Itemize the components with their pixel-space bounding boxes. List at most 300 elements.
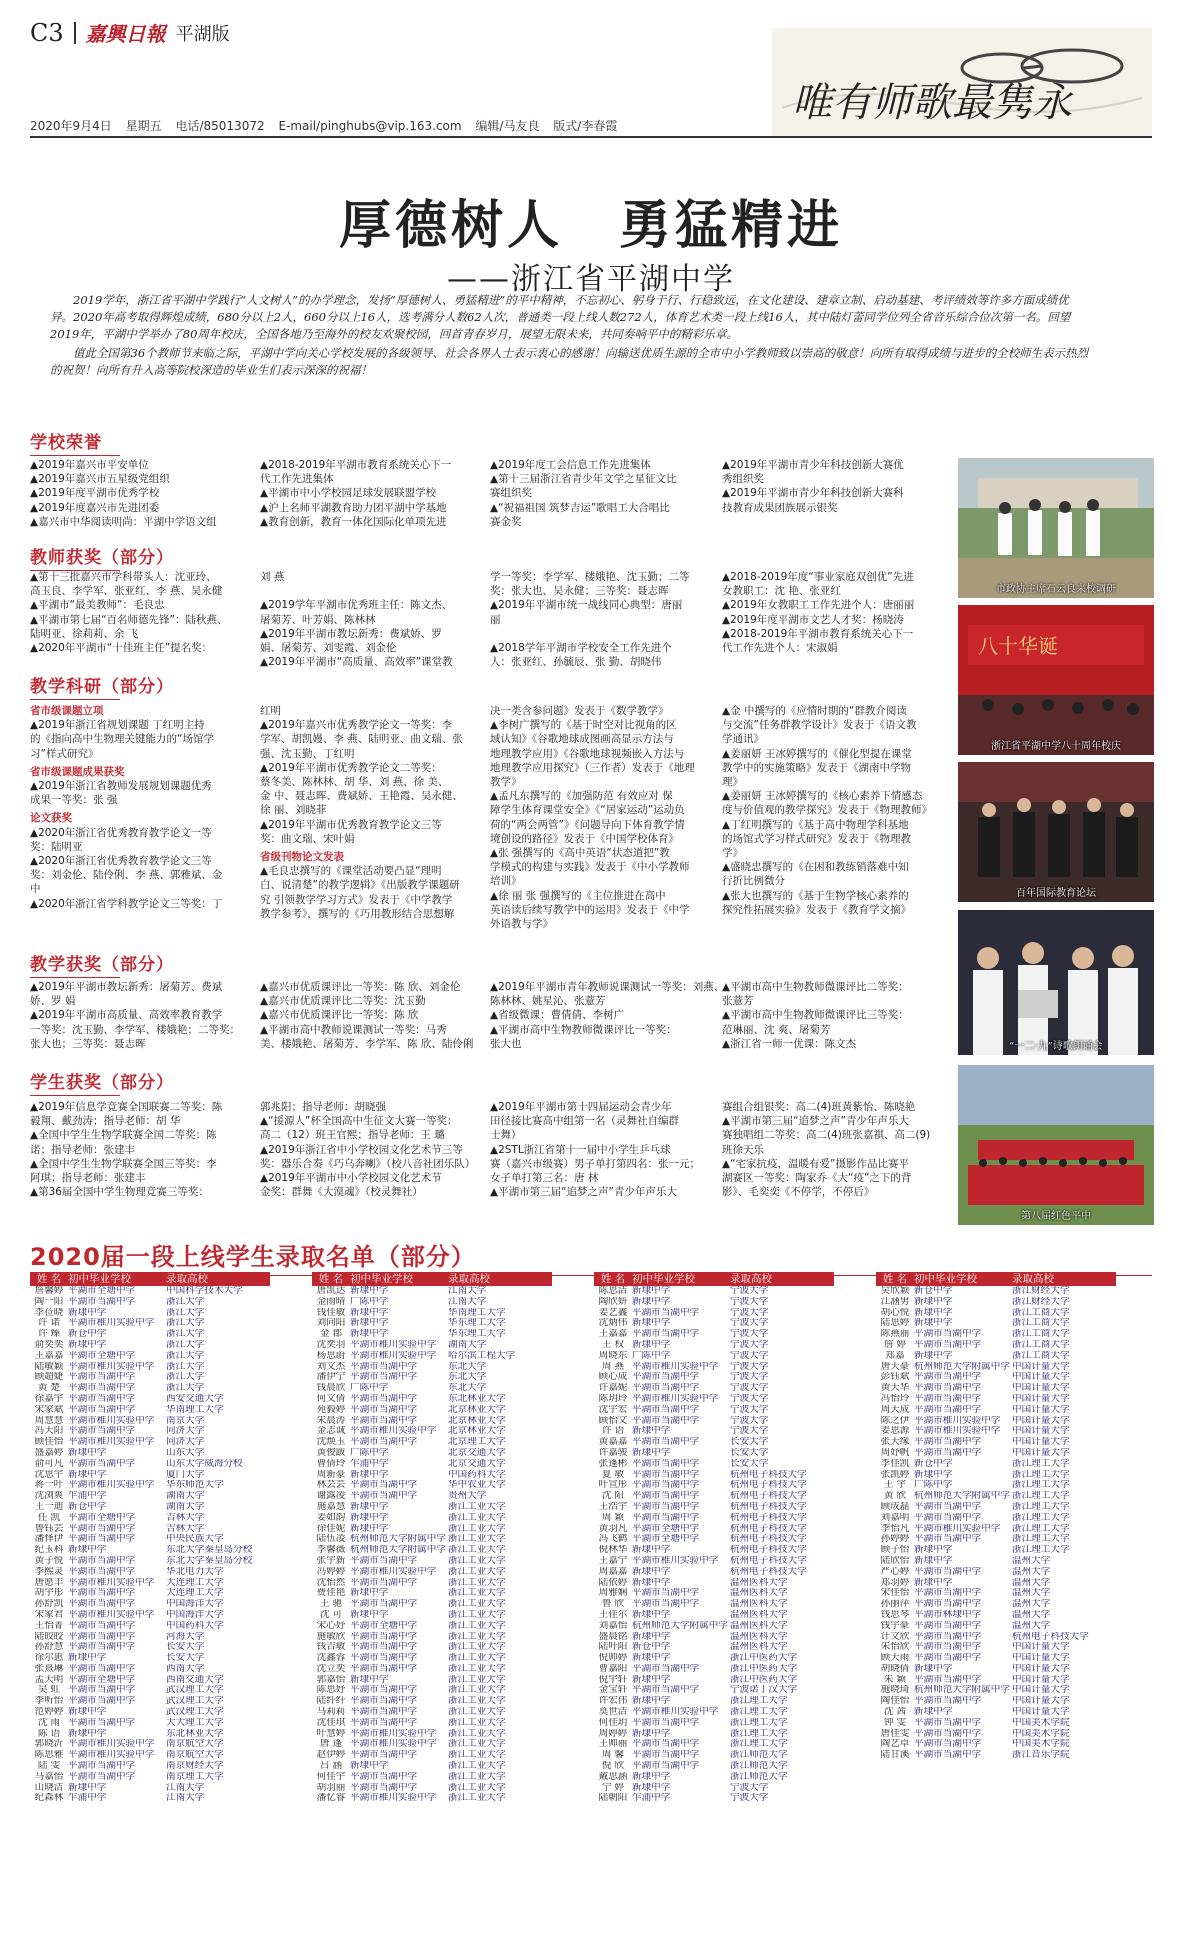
admitted-university: 吉林大学 xyxy=(166,1512,205,1523)
column-header: 初中毕业学校 xyxy=(68,1273,131,1285)
student-name: 何佳玥 xyxy=(598,1717,628,1728)
table-row xyxy=(30,1588,270,1599)
student-name: 王嘉嘉 xyxy=(34,1350,64,1361)
middle-school: 平湖市当湖中学 xyxy=(914,1631,982,1642)
masthead xyxy=(30,18,230,47)
table-row xyxy=(594,1793,834,1804)
table-row xyxy=(876,1383,1116,1394)
middle-school: 新埭中学 xyxy=(350,1609,389,1620)
student-name: 孟天明 xyxy=(34,1674,64,1685)
award-text-line: 荷的“两会两管”》《问题导向下体育教学情 xyxy=(490,818,685,831)
middle-school: 平湖市当湖中学 xyxy=(632,1469,700,1480)
student-name: 刘嘉明 xyxy=(880,1512,910,1523)
table-row xyxy=(594,1459,834,1470)
table-row xyxy=(312,1405,552,1416)
section-title-student-awards: 学生获奖（部分） xyxy=(30,1068,174,1096)
middle-school: 平湖市当湖中学 xyxy=(632,1588,700,1599)
table-row xyxy=(30,1372,270,1383)
student-name: 朱晨涛 xyxy=(316,1415,346,1426)
middle-school: 平湖市当湖中学 xyxy=(350,1555,418,1566)
award-text-line xyxy=(490,627,710,641)
table-row xyxy=(30,1729,270,1740)
admitted-university: 同济大学 xyxy=(166,1437,205,1448)
middle-school: 平湖市当湖中学 xyxy=(68,1685,136,1696)
table-row xyxy=(876,1545,1116,1556)
award-text-line: 奖：刘金伦、陆伶俐、李 燕、郭雅斌、金 xyxy=(30,869,223,882)
award-text-line: 张大也 xyxy=(490,1037,522,1050)
table-row xyxy=(876,1297,1116,1308)
table-row xyxy=(30,1793,270,1804)
admitted-university: 杭州电子科技大学 xyxy=(730,1512,807,1523)
middle-school: 新埭中学 xyxy=(350,1512,389,1523)
admitted-university: 中国药科大学 xyxy=(448,1469,506,1480)
admitted-university: 温州大学 xyxy=(1012,1599,1051,1610)
award-text-line: 地理教学应用探究》（三作者）发表于《地理 xyxy=(490,761,695,774)
admitted-university: 中国美术学院 xyxy=(1012,1717,1070,1728)
admitted-university: 浙江理工大学 xyxy=(1012,1491,1070,1502)
student-name: 任 凯 xyxy=(37,1512,61,1523)
middle-school: 平湖市当湖中学 xyxy=(632,1663,700,1674)
table-row xyxy=(30,1383,270,1394)
admitted-university: 宁波大学 xyxy=(730,1286,769,1296)
award-text-line: ▲盛晓忠撰写的《在困和教练销落难中知 xyxy=(722,861,909,874)
student-name: 郑羽婷 xyxy=(880,1577,910,1588)
award-text-line: ▲平湖市第七届“百名师德先锋”：陆秋燕、 xyxy=(30,613,228,626)
table-row xyxy=(876,1437,1116,1448)
award-text-line: ▲平湖市高中生物教师微课评比三等奖： xyxy=(722,1009,909,1022)
middle-school: 平湖市稚川实验中学 xyxy=(350,1426,437,1437)
middle-school: 平湖市全塘中学 xyxy=(68,1674,136,1685)
admitted-university: 北京交通大学 xyxy=(448,1447,506,1458)
student-name: 顾子怡 xyxy=(880,1545,910,1556)
student-name: 周婷婷 xyxy=(598,1728,628,1739)
award-text-line: ▲2019年平湖市“高质量、高效率”课堂教 xyxy=(260,656,453,669)
table-row xyxy=(594,1642,834,1653)
table-row xyxy=(312,1286,552,1297)
middle-school: 新埭中学 xyxy=(68,1782,107,1793)
table-row xyxy=(594,1394,834,1405)
award-text-line: ▲2018-2019年平湖市教育系统关心下一 xyxy=(260,459,452,471)
award-text-line: ▲全国中学生生物学联赛全国二等奖：陈 xyxy=(30,1129,217,1142)
student-name: 宋佳怡 xyxy=(880,1588,910,1599)
table-row xyxy=(312,1351,552,1362)
column-header: 录取高校 xyxy=(166,1273,208,1285)
student-name: 马莉莉 xyxy=(316,1707,346,1718)
student-name: 张宇新 xyxy=(316,1555,346,1566)
table-row xyxy=(594,1675,834,1686)
award-text-line: 奖：器乐合奏《巧乌奔喇》（校八音社团乐队） xyxy=(260,1157,476,1170)
student-name: 许嘉骏 xyxy=(598,1447,628,1458)
award-text-line: ▲2020年浙江省学科教学论文三等奖：丁 xyxy=(30,897,223,910)
table-row xyxy=(30,1362,270,1373)
award-text-line: ▲2019年平湖市第十四届运动会青少年 xyxy=(490,1101,672,1113)
award-text-line: 中 xyxy=(30,883,41,896)
photo-red-event xyxy=(958,1065,1154,1225)
award-text-line: ▲2019年平湖市中小学校园文化艺术节 xyxy=(260,1172,442,1185)
admitted-university: 西南交通大学 xyxy=(166,1674,224,1685)
table-row xyxy=(312,1502,552,1513)
student-name: 黄 欣 xyxy=(883,1491,907,1502)
admitted-university: 温州大学 xyxy=(1012,1577,1051,1588)
middle-school: 平湖市当湖中学 xyxy=(914,1566,982,1577)
table-row xyxy=(594,1621,834,1632)
student-name: 朱 颖 xyxy=(883,1674,907,1685)
middle-school: 乍浦中学 xyxy=(68,1491,107,1502)
student-name: 沈立奕 xyxy=(316,1663,346,1674)
admitted-university: 温州大学 xyxy=(1012,1588,1051,1599)
middle-school: 平湖市当湖中学 xyxy=(914,1393,982,1404)
middle-school: 杭州师范大学附属中学 xyxy=(350,1545,446,1556)
table-row xyxy=(312,1696,552,1707)
admitted-university: 中国药科大学 xyxy=(166,1620,224,1631)
column-header: 姓 名 xyxy=(36,1273,62,1285)
student-name: 冯飞鹤 xyxy=(598,1534,628,1545)
column-header: 姓 名 xyxy=(600,1273,626,1285)
middle-school: 平湖市当湖中学 xyxy=(350,1437,418,1448)
student-name: 戴思涵 xyxy=(598,1771,628,1782)
student-name: 胡心悦 xyxy=(880,1307,910,1318)
middle-school: 新埭中学 xyxy=(632,1771,671,1782)
award-text-line: 张大也；三等奖：聂志晖 xyxy=(30,1037,146,1050)
student-name: 沈思宇 xyxy=(34,1469,64,1480)
admitted-university: 浙江工业大学 xyxy=(448,1566,506,1577)
table-row xyxy=(312,1642,552,1653)
admitted-university: 浙江理工大学 xyxy=(730,1728,788,1739)
award-text-line: 诺；指导老师：张建丰 xyxy=(30,1143,135,1156)
student-awards-column xyxy=(260,1100,482,1199)
middle-school: 平湖市当湖中学 xyxy=(914,1447,982,1458)
middle-school: 新埭中学 xyxy=(350,1307,389,1318)
student-name: 黄天华 xyxy=(880,1383,910,1394)
photo-forum xyxy=(958,762,1154,902)
admitted-university: 温州大学 xyxy=(1012,1555,1051,1566)
middle-school: 平湖市当湖中学 xyxy=(914,1383,982,1394)
table-row xyxy=(312,1761,552,1772)
issue-date: 2020年9月4日 xyxy=(30,119,112,133)
admitted-university: 中国计量大学 xyxy=(1012,1437,1070,1448)
admitted-university: 南京大学 xyxy=(166,1415,205,1426)
table-row xyxy=(594,1480,834,1491)
middle-school: 平湖市当湖中学 xyxy=(350,1653,418,1664)
award-text-line: 徐 丽、刘晓菲 xyxy=(260,804,327,817)
middle-school: 杭州师范大学附属中学 xyxy=(914,1491,1010,1502)
middle-school: 平湖市当湖中学 xyxy=(914,1599,982,1610)
award-text-line: 境创设的路径》发表于《中国学校体育》 xyxy=(490,832,679,845)
table-row xyxy=(30,1286,270,1297)
table-row xyxy=(876,1480,1116,1491)
table-row xyxy=(594,1599,834,1610)
table-row xyxy=(876,1513,1116,1524)
award-text-line: ▲2019年平湖市教坛新秀：费斌娇、罗 xyxy=(260,627,442,640)
student-name: 周嘉嘉 xyxy=(598,1566,628,1577)
table-row xyxy=(30,1675,270,1686)
award-text-line: 一等奖：沈玉勤、李学军、楼娥艳；二等奖： xyxy=(30,1023,240,1036)
student-name: 沈奕羽 xyxy=(316,1339,346,1350)
student-name: 鲁钰芸 xyxy=(34,1523,64,1534)
admitted-university: 浙江工业大学 xyxy=(448,1620,506,1631)
student-name: 鲁 欣 xyxy=(601,1599,625,1610)
admitted-university: 大大理工大学 xyxy=(166,1717,224,1728)
award-text-line: 高二（12）班王官熙；指导老师：王 璐 xyxy=(260,1129,445,1142)
middle-school: 平湖市当湖中学 xyxy=(632,1437,700,1448)
table-row xyxy=(30,1426,270,1437)
admitted-university: 浙江中医药大学 xyxy=(730,1663,798,1674)
award-text-line: ▲“祝福祖国 筑梦吉运”歌唱工大合唱比 xyxy=(490,501,670,514)
admitted-university: 浙江理工大学 xyxy=(730,1696,788,1707)
admitted-university: 中国计量大学 xyxy=(1012,1663,1070,1674)
student-name: 金雨晴 xyxy=(316,1296,346,1307)
table-row xyxy=(312,1426,552,1437)
student-name: 赵伊婷 xyxy=(316,1750,346,1761)
award-text-line: 域认知》《谷歌地球成图画高显示方法与 xyxy=(490,733,674,746)
award-text-line: 学一等奖：李学军、楼娥艳、沈玉勤；二等 xyxy=(490,571,690,583)
middle-school: 平湖市当湖中学 xyxy=(68,1620,136,1631)
student-name: 张天缘 xyxy=(880,1437,910,1448)
student-name: 陆 雯 xyxy=(37,1761,61,1772)
student-name: 陆叶阳 xyxy=(598,1642,628,1653)
admission-table xyxy=(594,1272,834,1804)
student-name: 王怡菁 xyxy=(34,1620,64,1631)
student-name: 唐凯达 xyxy=(316,1286,346,1296)
award-text-line: ▲2019年嘉兴市五星级党组织 xyxy=(30,473,170,486)
student-name: 朱怡欣 xyxy=(880,1642,910,1653)
student-name: 徐尔惠 xyxy=(34,1653,64,1664)
student-name: 孙婷婷 xyxy=(880,1534,910,1545)
admitted-university: 浙江理工大学 xyxy=(730,1707,788,1718)
student-name: 陶一阳 xyxy=(34,1296,64,1307)
header-meta xyxy=(30,117,627,134)
admitted-university: 杭州电子科技大学 xyxy=(730,1469,807,1480)
award-text-line: 丽 xyxy=(490,613,501,626)
table-row xyxy=(30,1718,270,1729)
table-row xyxy=(876,1372,1116,1383)
middle-school: 新埭中学 xyxy=(632,1728,671,1739)
student-name: 曹倩玲 xyxy=(316,1458,346,1469)
admitted-university: 中国计量大学 xyxy=(1012,1653,1070,1664)
table-row xyxy=(312,1513,552,1524)
admitted-university: 华东理工大学 xyxy=(448,1329,506,1340)
student-name: 宋家斌 xyxy=(34,1404,64,1415)
middle-school: 平湖市当湖中学 xyxy=(914,1534,982,1545)
student-name: 沈 雨 xyxy=(37,1717,61,1728)
award-text-line: ▲2018-2019年度“事业家庭双创优”先进 xyxy=(722,571,914,583)
photo-caption: 第八届红色平中 xyxy=(1021,1211,1091,1222)
table-row xyxy=(594,1297,834,1308)
award-text-line: ▲嘉兴市优质课评比一等奖：陈 欣 xyxy=(260,1009,419,1022)
award-text-line: 教学》 xyxy=(490,776,522,789)
table-row xyxy=(312,1729,552,1740)
award-text-line: 技教育成果团族展示银奖 xyxy=(722,501,838,514)
table-row xyxy=(594,1524,834,1535)
student-name: 陆伍凌 xyxy=(316,1534,346,1545)
table-row xyxy=(30,1783,270,1794)
admitted-university: 浙江大学 xyxy=(166,1383,205,1394)
middle-school: 新仓中学 xyxy=(914,1286,953,1296)
admitted-university: 中国计量大学 xyxy=(1012,1372,1070,1383)
student-name: 周新豪 xyxy=(316,1469,346,1480)
teacher-awards-column xyxy=(30,570,250,655)
middle-school: 新埭中学 xyxy=(68,1707,107,1718)
table-row xyxy=(594,1545,834,1556)
student-name: 夏 敏 xyxy=(601,1469,625,1480)
table-row xyxy=(312,1318,552,1329)
admitted-university: 厦门大学 xyxy=(166,1469,205,1480)
middle-school: 新埭中学 xyxy=(350,1523,389,1534)
admitted-university: 浙江大学 xyxy=(166,1361,205,1372)
admitted-university: 宁波大学 xyxy=(730,1329,769,1340)
middle-school: 新仓中学 xyxy=(632,1642,671,1653)
admitted-university: 北京理工大学 xyxy=(448,1437,506,1448)
middle-school: 平湖市当湖中学 xyxy=(632,1512,700,1523)
middle-school: 平湖市当湖中学 xyxy=(632,1717,700,1728)
middle-school: 平湖市当湖中学 xyxy=(68,1696,136,1707)
student-name: 周 颖 xyxy=(601,1512,625,1523)
research-list xyxy=(260,864,482,921)
table-row xyxy=(876,1308,1116,1319)
student-name: 陶欣妍 xyxy=(598,1296,628,1307)
table-row xyxy=(876,1567,1116,1578)
table-row xyxy=(594,1567,834,1578)
admitted-university: 浙江工业大学 xyxy=(448,1588,506,1599)
admitted-university: 浙江财经大学 xyxy=(1012,1286,1070,1296)
award-text-line: 教学中的实施策略》发表于《湖南中学物 xyxy=(722,761,911,774)
student-name: 王 权 xyxy=(601,1339,625,1350)
admitted-university: 杭州电子科技大学 xyxy=(730,1534,807,1545)
middle-school: 平湖市稚川实验中学 xyxy=(68,1361,155,1372)
admission-table-header xyxy=(876,1272,1116,1286)
admitted-university: 温州大学 xyxy=(1012,1620,1051,1631)
admitted-university: 宁波大学 xyxy=(730,1372,769,1383)
student-name: 周雅娴 xyxy=(598,1588,628,1599)
table-row xyxy=(594,1707,834,1718)
student-name: 王浩宇 xyxy=(598,1501,628,1512)
student-name: 倪帅婷 xyxy=(598,1653,628,1664)
admitted-university: 杭州电子科技大学 xyxy=(730,1480,807,1491)
middle-school: 平湖市当湖中学 xyxy=(68,1523,136,1534)
table-row xyxy=(594,1437,834,1448)
admission-table xyxy=(876,1272,1116,1761)
middle-school: 平湖市当湖中学 xyxy=(68,1771,136,1782)
award-text-line: ▲2019年平湖市青年教师说课测试一等奖：刘燕、 xyxy=(490,981,725,993)
middle-school: 平湖市当湖中学 xyxy=(68,1383,136,1394)
middle-school: 乍浦中学 xyxy=(632,1793,671,1804)
student-name: 沈炳伟 xyxy=(598,1318,628,1329)
middle-school: 新埭中学 xyxy=(914,1469,953,1480)
table-row xyxy=(30,1405,270,1416)
middle-school: 平湖市当湖中学 xyxy=(68,1555,136,1566)
middle-school: 平湖市全塘中学 xyxy=(68,1286,136,1296)
student-name: 李馨薇 xyxy=(316,1545,346,1556)
teaching-awards-column xyxy=(490,980,725,1051)
admitted-university: 东北大学 xyxy=(448,1383,487,1394)
table-row xyxy=(876,1685,1116,1696)
student-name: 沈佳琪 xyxy=(316,1717,346,1728)
student-name: 李怡凡 xyxy=(880,1523,910,1534)
admitted-university: 中国美术学院 xyxy=(1012,1728,1070,1739)
admitted-university: 浙江工业大学 xyxy=(448,1555,506,1566)
section-title-teaching-awards: 教学获奖（部分） xyxy=(30,950,174,978)
award-text-line: ▲平湖市高中生物教师微课评比二等奖： xyxy=(722,981,909,993)
table-row xyxy=(30,1556,270,1567)
award-text-line: 教学参考》，撰写的《巧用教形结合思想解 xyxy=(260,907,455,920)
admitted-university: 浙江工业大学 xyxy=(448,1696,506,1707)
admitted-university: 华东师范大学 xyxy=(166,1480,224,1491)
award-text-line: ▲姜丽妍 王冰婷撰写的《催化型提在课堂 xyxy=(722,747,912,760)
admitted-university: 浙江工业大学 xyxy=(448,1653,506,1664)
admitted-university: 浙江工业大学 xyxy=(448,1577,506,1588)
admitted-university: 中国计量大学 xyxy=(1012,1415,1070,1426)
table-row xyxy=(312,1372,552,1383)
middle-school: 平湖市当湖中学 xyxy=(914,1696,982,1707)
award-text-line: ▲省级微课：曹倩倩、李树广 xyxy=(490,1009,625,1022)
award-text-line: 学》 xyxy=(722,847,743,860)
middle-school: 平湖市稚川实验中学 xyxy=(68,1609,155,1620)
award-text-line: 田径接比赛高中组第一名（灵舞社自编群 xyxy=(490,1115,679,1128)
award-text-line: 障学生体育课堂安全》《“居家运动”运动负 xyxy=(490,804,685,817)
middle-school: 新埭中学 xyxy=(914,1307,953,1318)
middle-school: 新埭中学 xyxy=(632,1674,671,1685)
admitted-university: 长安大学 xyxy=(730,1458,769,1469)
student-name: 严心婷 xyxy=(880,1566,910,1577)
middle-school: 平湖市当湖中学 xyxy=(350,1782,418,1793)
award-text-line: ▲教育创新，教育一体化国际化单项先进 xyxy=(260,515,447,528)
table-row xyxy=(876,1739,1116,1750)
award-text-line: 赛（嘉兴市级赛）男子单打第四名：张一元； xyxy=(490,1157,700,1170)
table-row xyxy=(30,1685,270,1696)
student-name: 范婷婷 xyxy=(34,1707,64,1718)
student-name: 许嘉妮 xyxy=(598,1383,628,1394)
student-name: 沈焕玉 xyxy=(316,1437,346,1448)
table-row xyxy=(30,1610,270,1621)
research-column-4 xyxy=(722,704,947,917)
admitted-university: 浙江工业大学 xyxy=(448,1771,506,1782)
middle-school: 平湖市当湖中学 xyxy=(350,1631,418,1642)
column-header: 初中毕业学校 xyxy=(632,1273,695,1285)
student-name: 王嘉宁 xyxy=(598,1555,628,1566)
award-text-line: 的《指向高中生物理关键能力的“场馆学 xyxy=(30,733,214,746)
admitted-university: 温州医科大学 xyxy=(730,1577,788,1588)
student-name: 陆思婷 xyxy=(880,1318,910,1329)
student-name: 胡羽丽 xyxy=(316,1782,346,1793)
middle-school: 新埭中学 xyxy=(914,1663,953,1674)
student-name: 顾怡文 xyxy=(598,1415,628,1426)
middle-school: 平湖市当湖中学 xyxy=(350,1696,418,1707)
student-name: 钱吉敏 xyxy=(316,1642,346,1653)
admitted-university: 杭州电子科技大学 xyxy=(730,1555,807,1566)
award-text-line: 赛独唱组二等奖：高二(4)班张嘉祺、高二(9) xyxy=(722,1129,931,1142)
student-name: 郭嘉怡 xyxy=(316,1674,346,1685)
award-text-line: 士舞） xyxy=(490,1129,522,1142)
student-name: 盛嘉婷 xyxy=(34,1447,64,1458)
section-title-honors: 学校荣誉 xyxy=(30,428,120,456)
admitted-university: 湖南大学 xyxy=(166,1491,205,1502)
admitted-university: 温州医科大学 xyxy=(730,1599,788,1610)
admitted-university: 浙江工业大学 xyxy=(448,1545,506,1556)
research-column-2 xyxy=(260,704,482,921)
award-text-line: ▲平湖市第三届“追梦之声”青少年声乐大 xyxy=(722,1115,909,1128)
table-row xyxy=(876,1718,1116,1729)
research-subheading: 省市级课题成果获奖 xyxy=(30,765,125,778)
admitted-university: 南京航空大学 xyxy=(166,1739,224,1750)
table-row xyxy=(312,1329,552,1340)
student-name: 黄嘉嘉 xyxy=(598,1437,628,1448)
admitted-university: 南京理工大学 xyxy=(166,1771,224,1782)
student-name: 陆甘溪 xyxy=(880,1750,910,1761)
student-name: 吕 涵 xyxy=(319,1761,343,1772)
award-text-line: ▲2019年平湖市青少年科技创新大赛优 xyxy=(722,459,904,471)
admission-table-header xyxy=(594,1272,834,1286)
middle-school: 广陈中学 xyxy=(632,1350,671,1361)
